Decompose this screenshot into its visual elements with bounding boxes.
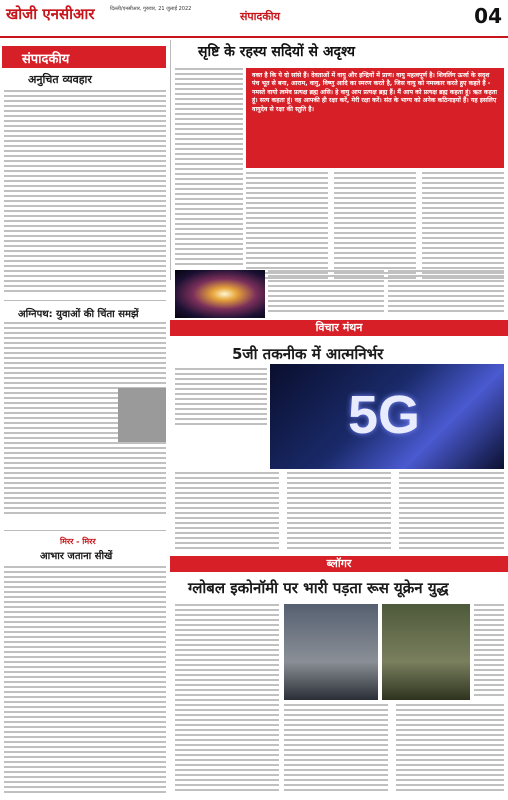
blogger-label: ब्लॉगर [326,557,352,570]
hero-lower-body [268,270,504,318]
editorial-banner [2,46,166,68]
zelensky-photo [382,604,470,700]
hero-title: सृष्टि के रहस्य सदियों से अदृश्य [198,44,356,60]
editorial-banner-label: संपादकीय [22,52,70,67]
vichar-manthan-label: विचार मंथन [315,321,363,334]
vichar-manthan-band [170,320,508,336]
blogger-band [170,556,508,572]
mirror-body [4,566,166,796]
section-title: संपादकीय [239,10,281,23]
hero-intro-column [175,68,243,268]
blog-title: ग्लोबल इकोनॉमी पर भारी पड़ता रूस यूक्रेन युद्ध [188,579,449,597]
blog-body-left [175,604,279,794]
5g-image-text: 5G [348,385,421,445]
hero-body-columns [246,172,504,282]
separator [4,300,166,301]
date-line: दिल्ली/एनसीआर, गुरुवार, 21 जुलाई 2022 [110,6,192,12]
hero-quote-text: वक्त है कि ये दो सांसे हैं। देवताओं में वायु और इन्द्रियों में प्राण। वायु महत्वपूर्ण है। शिवलिंग ऊर्जा के सदृश पंच भूत से बना, आराम, वायु, विष्णु आदि का स्मरण करते है, जिस वायु को नमस्कार करते हुए कहते हैं - नमस्ते वायो त्वमेव प्रत्यक्ष ब्रह्म असि। हे वायु आप प्रत्यक्ष ब्रह्म हैं। मैं आप को प्रत्यक्ष ब्रह्म कहता हूं। ऋत कहता हूं। सत्य कहता हूं। वह आपकी ही रक्षा करें, मेरी रक्षा करें। संत के भाग्य को अनेक कठिनाइयों हैं। यह इसलिए वायुदेव से रक्षा की स्तुति है। [252,72,497,113]
mirror-title: आभार जताना सीखें [40,551,113,562]
vichar-body-columns [175,472,504,554]
vichar-body-left [175,368,267,428]
masthead [0,0,508,38]
brand-logo: खोजी एनसीआर [6,5,95,23]
blog-body-right-top [474,604,504,699]
opinion-title: अग्निपथ: युवाओं की चिंता समझें [18,309,139,320]
putin-photo [284,604,378,700]
page-number: 04 [474,4,502,28]
editorial-body [4,90,166,295]
hero-pull-quote [246,68,504,168]
separator [4,530,166,531]
vichar-manthan-title: 5जी तकनीक में आत्मनिर्भर [232,345,384,363]
galaxy-image [175,270,265,318]
author-photo [118,388,166,442]
mirror-label: मिरर - मिरर [60,537,96,546]
5g-image [270,364,504,469]
editorial-title: अनुचित व्यवहार [28,73,92,86]
blog-body-columns [284,704,504,796]
column-divider [170,40,171,280]
